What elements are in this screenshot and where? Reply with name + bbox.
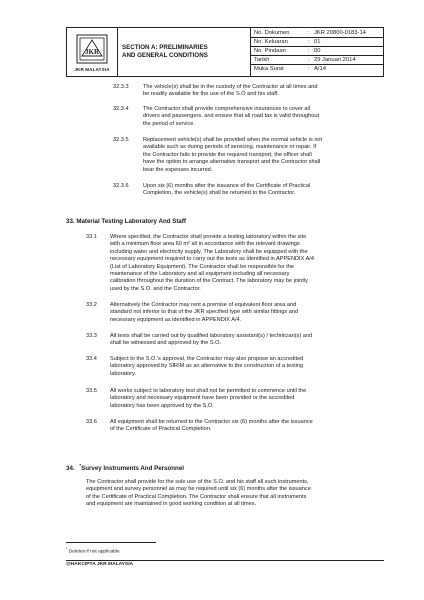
meta-value: A/14: [314, 66, 326, 72]
meta-value: 00: [314, 48, 321, 54]
meta-row: [250, 29, 384, 38]
clause-line: the period of service.: [143, 120, 195, 127]
meta-value: 29 Januari 2014: [314, 57, 356, 63]
meta-row: [250, 56, 384, 65]
clause-line: bear the expenses incurred.: [143, 166, 213, 173]
section-title-line-2: AND GENERAL CONDITIONS: [122, 52, 208, 59]
clause-line: All tests shall be carried out by qualified laboratory assistant(s) / technician(s) and: [110, 333, 313, 339]
meta-label: No. Keluaran: [254, 39, 288, 45]
paragraph-line: equipment and survey personnel as may be required until six (6) months after the issuance: [86, 486, 311, 493]
footer-divider: [66, 560, 384, 561]
clause-line: (List of Laboratory Equipment). The Contractor shall be responsible for the: [110, 263, 294, 270]
document-header: [66, 27, 384, 77]
clause-line: calibration throughout the duration of the Contract. The laboratory may be jointly: [110, 278, 308, 285]
clause-number: 32.3.5: [113, 137, 129, 143]
clause-line: have the option to arrange alternative transport and the Contractor shall: [143, 159, 321, 166]
clause-number: 32.3.6: [113, 183, 129, 189]
meta-label: No. Dokumen: [254, 30, 290, 36]
paragraph-line: of the Certificate of Practical Completion. The Contractor shall ensure that all instruments: [86, 493, 307, 500]
meta-colon: :: [308, 57, 310, 63]
clause-line: drivers and passengers, and ensure that all road tax is valid throughout: [143, 113, 319, 120]
clause-line: the Contractor fails to provide the required transport, the officer shall: [143, 151, 312, 158]
clause-line: used by the S.O. and the Contractor.: [110, 285, 201, 292]
clause-line: The vehicle(s) shall be in the custody of the Contractor at all times and: [143, 84, 318, 90]
clause-line: laboratory.: [110, 370, 137, 377]
jkr-logo: [67, 28, 118, 76]
copyright-footer: @HAKCIPTA JKR MALAYSIA: [66, 562, 134, 567]
meta-colon: :: [308, 39, 310, 45]
meta-row: [250, 47, 384, 56]
clause-line: including water and electricity supply. The Laboratory shall be equipped with the: [110, 248, 308, 255]
clause-line: Where specified, the Contractor shall provide a testing laboratory within the site: [110, 234, 307, 240]
clause-line: necessary equipment as identified in APPENDIX A/4.: [110, 316, 242, 323]
section-title-line-1: SECTION A: PRELIMINARIES: [122, 44, 208, 51]
section-34-star: *: [79, 463, 82, 468]
meta-row: [250, 65, 384, 73]
clause-number: 33.1: [86, 234, 97, 240]
clause-number: 32.3.3: [113, 84, 129, 90]
clause-number: 32.3.4: [113, 106, 129, 112]
clause-line: All works subject to laboratory test shall not be permitted to commence until the: [110, 388, 307, 394]
paragraph-line: The Contractor shall provide for the sole use of the S.O. and his staff all such instruments,: [86, 479, 309, 485]
clause-line: Completion, the vehicle(s) shall be returned to the Contractor.: [143, 190, 296, 197]
logo-caption: JKR MALAYSIA: [74, 67, 110, 72]
clause-line: be readily available for the use of the S.O and his staff.: [143, 91, 279, 98]
footnote: [66, 547, 120, 555]
clause-number: 33.3: [86, 333, 97, 339]
clause-line: laboratory has been approved by the S.O.: [110, 402, 214, 409]
clause-line: Replacement vehicle(s) shall be provided when the normal vehicle is not: [143, 137, 323, 143]
clause-line: shall be witnessed and approved by the S.O.: [110, 340, 222, 347]
clause-line: standard not inferior to that of the JKR specified type with similar fittings and: [110, 309, 299, 316]
meta-colon: :: [308, 48, 310, 54]
document-meta-table: [250, 28, 384, 76]
section-34-heading: [66, 463, 184, 472]
jkr-emblem-icon: [76, 32, 108, 66]
clause-line: laboratory and necessary equipment have been provided or the accredited: [110, 395, 295, 402]
paragraph-line: and equipment are maintained in good working condition at all times.: [86, 501, 257, 508]
meta-label: Tarikh: [254, 57, 270, 63]
footnote-text: Deletes if not applicable: [68, 549, 120, 555]
section-34-number: 34.: [66, 465, 75, 473]
clause-number: 33.4: [86, 356, 97, 362]
clause-line: Alternatively the Contractor may rent a premise of equivalent floor area and: [110, 302, 297, 308]
clause-line: with a minimum floor area 60 m² all in accordance with the relevant drawings: [110, 241, 300, 248]
clause-line: necessary equipment required to carry out the tests as identified in APPENDIX A/4: [110, 256, 314, 263]
svg-text:JKR: JKR: [85, 48, 99, 56]
clause-line: of the Certificate of Practical Completion.: [110, 426, 212, 433]
meta-colon: :: [308, 30, 310, 36]
meta-label: Muka Surat: [254, 66, 284, 72]
section-33-heading: 33. Material Testing Laboratory And Staff: [66, 218, 186, 225]
clause-number: 33.2: [86, 302, 97, 308]
clause-line: Subject to the S.O.'s approval, the Contractor may also propose an accredited: [110, 356, 304, 362]
meta-row: [250, 38, 384, 47]
clause-line: Upon six (6) months after the issuance of the Certificate of Practical: [143, 183, 311, 189]
meta-label: No. Pindaan: [254, 48, 286, 54]
footnote-star: *: [66, 547, 68, 551]
clause-line: maintenance of the Laboratory and all equipment including all necessary: [110, 271, 290, 277]
section-title: [117, 28, 251, 76]
meta-value: JKR 20800-0183-14: [314, 30, 366, 36]
meta-value: 01: [314, 39, 321, 45]
section-34-title: Survey Instruments And Personnel: [81, 465, 184, 473]
clause-line: The Contractor shall provide comprehensive insurances to cover all: [143, 106, 310, 112]
clause-line: All equipment shall be returned to the Contractor six (6) months after the issuance: [110, 419, 313, 425]
clause-line: laboratory approved by SIRIM as an alternative to the construction of a testing: [110, 363, 304, 370]
clause-number: 33.5: [86, 388, 97, 394]
meta-colon: :: [308, 66, 310, 72]
clause-number: 33.6: [86, 419, 97, 425]
clause-line: available such as during periods of servicing, maintenance or repair. If: [143, 144, 317, 151]
footnote-divider: [66, 542, 156, 543]
